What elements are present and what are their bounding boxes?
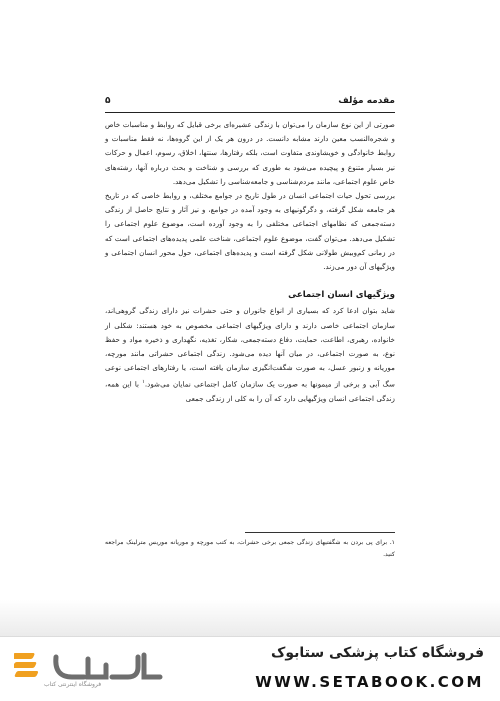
logo-wordmark [56,655,160,677]
store-banner [0,636,500,701]
body-text [105,118,395,406]
footnote-divider [245,532,395,533]
footnote-marker[interactable]: ۱ [142,379,145,386]
paragraph-3 [105,304,395,406]
footnote: ۱. برای پی بردن به شگفتیهای زندگی جمعی برخی حشرات، به کتب مورچه و موریانه موریس مترلینک مراجعه کنید. [105,539,395,558]
running-head [105,96,395,106]
paragraph-2: بررسی تحول حیات اجتماعی انسان در طول تاریخ در جوامع مختلف، و روابط خاصی که در تاریخ هر جامعه شکل گرفته، و دگرگونیهای به وجود آمده در جوامع، و نیز آثار و نتایج حاصل از زندگی دسته‌جمعی که نظامهای اجتماعی مختلفی را به وجود آورده است، موضوع علوم اجتماعی را تشکیل می‌دهد. می‌توان گفت، موضوع علوم اجتماعی، شناخت علمی پدیده‌های اجتماعی است که در زمانی کم‌وبیش طولانی شکل گرفته است و پدیده‌های اجتماعی، حول محور انسان اجتماعی و ویژگیهای آن دور می‌زند. [105,191,395,272]
chapter-title: مقدمه مؤلف [338,96,395,106]
page-number: ۵ [105,96,111,106]
section-heading: ویژگیهای انسان اجتماعی [288,290,395,301]
paragraph-1: صورتی از این نوع سازمان را می‌توان با زندگی عشیره‌ای برخی قبایل که روابط و مناسبات خاص و شجره‌النسب معین دارند مشابه دانست. در درون هر یک از این گروه‌ها، نه فقط مناسبات و روابط خانوادگی و خویشاوندی متفاوت است، بلکه رفتارها، سنتها، اخلاق، رسوم، اعمال و حرکات نیز بسیار متنوع و پیچیده می‌شود به طوری که بررسی و شناخت و بحث درباره آنها، رشته‌های خاص علوم اجتماعی، مانند مردم‌شناسی و جامعه‌شناسی را تشکیل می‌دهد. [105,120,395,186]
page-bottom-shadow [0,600,500,640]
logo-tagline: فروشگاه اینترنتی کتاب [44,681,102,688]
paragraph-3-main: شاید بتوان ادعا کرد که بسیاری از انواع جانوران و حتی حشرات نیز دارای زندگی گروهی‌اند، سازمان اجتماعی خاصی دارند و دارای ویژگیهای اجتماعی مخصوص به خود هستند: شکلی از خانواده، رهبری، اطاعت، حمایت، دفاع دسته‌جمعی، شکار، تغذیه، نگهداری و ذخیره مواد و حفظ نوع، به صورت اجتماعی، در میان آنها دیده می‌شود. زندگی اجتماعی حشراتی مانند مورچه، موریانه و زنبور عسل، به صورت شگفت‌انگیزی سازمان یافته است، یا رفتارهای اجتماعی نوعی سگ آبی و برخی از میمونها به صورت یک سازمان کامل اجتماعی نمایان می‌شود. [105,306,395,389]
logo-book-icon [14,653,39,677]
paragraph-3-end: با این همه، زندگی اجتماعی انسان ویژگیهایی دارد که آن را به کلی از زندگی جمعی [105,379,395,404]
header-divider [105,112,395,113]
store-title: فروشگاه کتاب پزشکی ستابوک [271,645,484,661]
store-url[interactable]: WWW.SETABOOK.COM [255,673,484,691]
